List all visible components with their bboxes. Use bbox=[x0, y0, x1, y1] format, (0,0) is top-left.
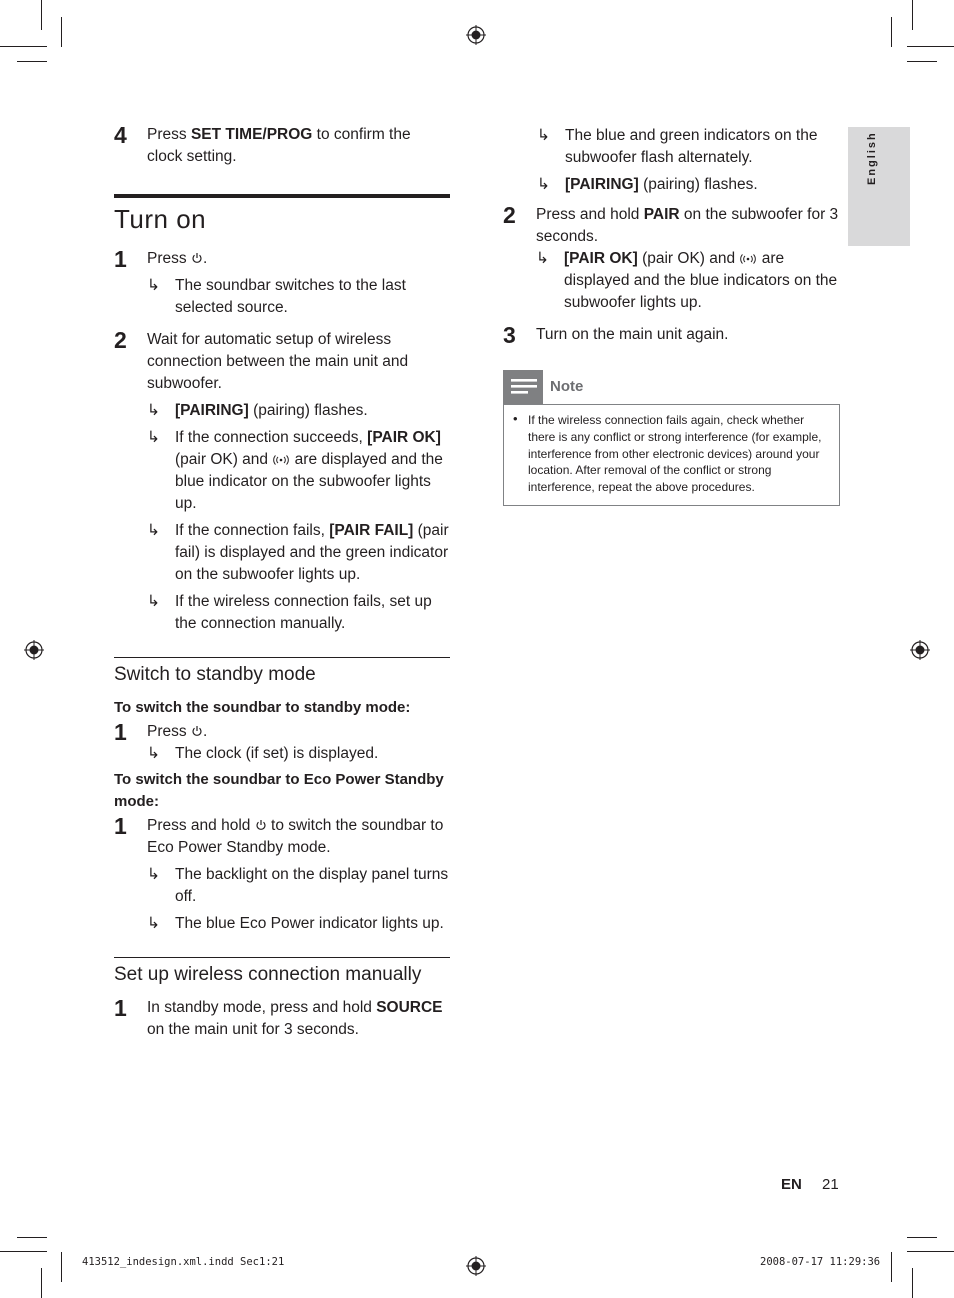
display-label: [PAIR FAIL] bbox=[329, 522, 414, 539]
result-text: (pair OK) and bbox=[637, 250, 740, 267]
step-wait-setup bbox=[114, 329, 450, 635]
step-text: on the subwoofer for 3 seconds. bbox=[536, 206, 839, 245]
step-number: 4 bbox=[114, 122, 127, 148]
result-text: (pair fail) is displayed and the green indicator on the subwoofer lights up. bbox=[175, 522, 449, 583]
key-label: SET TIME/PROG bbox=[190, 126, 313, 143]
step-number: 3 bbox=[503, 322, 516, 348]
crop-mark bbox=[891, 17, 892, 47]
step-text: Wait for automatic setup of wireless connection between the main unit and subwoofer. bbox=[147, 331, 409, 392]
crop-mark bbox=[61, 1252, 62, 1282]
step-text: on the main unit for 3 seconds. bbox=[147, 1021, 359, 1038]
result-item bbox=[147, 427, 450, 515]
step-text: to switch the soundbar to Eco Power Standby mode. bbox=[147, 817, 444, 856]
crop-mark bbox=[17, 61, 47, 62]
result-arrow-icon: ↳ bbox=[536, 250, 549, 267]
result-arrow-icon: ↳ bbox=[147, 522, 160, 539]
note-text: If the wireless connection fails again, check whether there is any conflict or strong interference (for example, interference from other electronic devices) around your location. After removal of the conflict or strong interference, repeat the above procedures. bbox=[528, 413, 822, 495]
key-label: PAIR bbox=[643, 206, 680, 223]
step-text: Turn on the main unit again. bbox=[536, 326, 729, 343]
step-hold-source bbox=[114, 997, 450, 1041]
crop-mark bbox=[61, 17, 62, 47]
result-item bbox=[114, 275, 417, 319]
step-text: Press bbox=[147, 723, 187, 740]
display-label: [PAIRING] bbox=[565, 176, 639, 193]
step-text: Press and hold bbox=[147, 817, 251, 834]
result-text: are displayed and the blue indicator on the subwoofer lights up. bbox=[175, 451, 443, 512]
note-header bbox=[503, 370, 840, 404]
result-text: (pair OK) and bbox=[175, 451, 273, 468]
result-text: If the connection succeeds, bbox=[175, 429, 368, 446]
result-arrow-icon: ↳ bbox=[147, 866, 160, 883]
result-item bbox=[147, 520, 450, 586]
result-item bbox=[147, 913, 450, 935]
display-label: [PAIR OK] bbox=[367, 429, 441, 446]
step-number: 1 bbox=[114, 246, 127, 272]
result-item bbox=[503, 174, 840, 196]
power-icon bbox=[191, 252, 203, 264]
result-item bbox=[147, 591, 450, 635]
slug-file-info: 413512_indesign.xml.indd Sec1:21 bbox=[82, 1256, 285, 1268]
step-number: 1 bbox=[114, 995, 127, 1021]
step-confirm-clock bbox=[114, 124, 450, 168]
step-number: 2 bbox=[503, 202, 516, 228]
registration-mark-icon bbox=[910, 640, 930, 660]
crop-mark bbox=[907, 1237, 937, 1238]
crop-mark bbox=[891, 1252, 892, 1282]
step-text: Press bbox=[147, 250, 187, 267]
wireless-icon bbox=[272, 455, 290, 465]
registration-mark-icon bbox=[466, 1256, 486, 1276]
result-text: The blue and green indicators on the subwoofer flash alternately. bbox=[565, 127, 818, 166]
step-hold-pair bbox=[503, 204, 840, 314]
result-arrow-icon: ↳ bbox=[147, 745, 160, 762]
page-number: 21 bbox=[822, 1176, 839, 1193]
crop-mark bbox=[41, 0, 42, 30]
crop-mark bbox=[907, 46, 954, 47]
result-item bbox=[147, 864, 450, 908]
crop-mark bbox=[0, 46, 47, 47]
period: . bbox=[202, 250, 208, 267]
result-text: The clock (if set) is displayed. bbox=[175, 745, 379, 762]
language-tab bbox=[848, 127, 910, 246]
subsection-lead: To switch the soundbar to Eco Power Standby mode: bbox=[114, 771, 444, 810]
result-item bbox=[147, 743, 450, 765]
step-text: to confirm the clock setting. bbox=[147, 126, 411, 165]
note-lines-icon bbox=[503, 370, 543, 404]
step-text: In standby mode, press and hold bbox=[147, 999, 377, 1016]
subsection-lead: To switch the soundbar to standby mode: bbox=[114, 699, 411, 716]
step-text: Press bbox=[147, 126, 191, 143]
crop-mark bbox=[17, 1237, 47, 1238]
power-icon bbox=[255, 819, 267, 831]
step-number: 1 bbox=[114, 813, 127, 839]
result-item bbox=[503, 125, 840, 169]
footer-language: EN bbox=[781, 1176, 802, 1193]
section-rule bbox=[114, 194, 450, 198]
result-text: are displayed and the blue indicators on the subwoofer lights up. bbox=[564, 250, 838, 311]
result-arrow-icon: ↳ bbox=[537, 127, 550, 144]
registration-mark-icon bbox=[24, 640, 44, 660]
result-text: The backlight on the display panel turns off. bbox=[175, 866, 449, 905]
language-tab-label: English bbox=[866, 131, 878, 185]
crop-mark bbox=[41, 1268, 42, 1298]
note-title: Note bbox=[550, 378, 584, 395]
period: . bbox=[202, 723, 208, 740]
result-text: The blue Eco Power indicator lights up. bbox=[175, 915, 444, 932]
crop-mark bbox=[0, 1251, 47, 1252]
note-icon bbox=[503, 370, 543, 404]
display-label: [PAIRING] bbox=[175, 402, 249, 419]
key-label: SOURCE bbox=[376, 999, 443, 1016]
step-number: 2 bbox=[114, 327, 127, 353]
result-arrow-icon: ↳ bbox=[147, 915, 160, 932]
section-heading-standby: Switch to standby mode bbox=[114, 664, 316, 685]
left-column bbox=[114, 124, 450, 1051]
section-rule bbox=[114, 657, 450, 658]
right-column bbox=[503, 120, 840, 356]
bullet: • bbox=[513, 411, 518, 426]
crop-mark bbox=[912, 1268, 913, 1298]
registration-mark-icon bbox=[466, 25, 486, 45]
result-arrow-icon: ↳ bbox=[147, 402, 160, 419]
wireless-icon bbox=[739, 254, 757, 264]
display-label: [PAIR OK] bbox=[564, 250, 638, 267]
result-text: If the connection fails, bbox=[175, 522, 330, 539]
crop-mark bbox=[907, 61, 937, 62]
result-text: The soundbar switches to the last selected source. bbox=[175, 277, 406, 316]
result-text: If the wireless connection fails, set up the connection manually. bbox=[175, 593, 432, 632]
step-text: Press and hold bbox=[536, 206, 644, 223]
power-icon bbox=[191, 725, 203, 737]
note-body bbox=[503, 404, 840, 506]
result-arrow-icon: ↳ bbox=[147, 593, 160, 610]
result-item bbox=[536, 248, 840, 314]
step-number: 1 bbox=[114, 719, 127, 745]
step-turn-on-main bbox=[503, 324, 840, 346]
crop-mark bbox=[907, 1251, 954, 1252]
result-item bbox=[147, 400, 450, 422]
section-heading-turn-on: Turn on bbox=[114, 204, 207, 234]
section-heading-wireless: Set up wireless connection manually bbox=[114, 964, 422, 985]
note-box bbox=[503, 370, 840, 505]
result-arrow-icon: ↳ bbox=[147, 429, 160, 446]
result-text: (pairing) flashes. bbox=[638, 176, 758, 193]
section-rule bbox=[114, 957, 450, 958]
step-press-power-standby bbox=[114, 721, 450, 765]
result-arrow-icon: ↳ bbox=[147, 277, 160, 294]
slug-date-time: 2008-07-17 11:29:36 bbox=[760, 1256, 881, 1268]
result-text: (pairing) flashes. bbox=[248, 402, 368, 419]
result-arrow-icon: ↳ bbox=[537, 176, 550, 193]
step-press-power bbox=[114, 248, 450, 319]
crop-mark bbox=[912, 0, 913, 30]
step-hold-power-eco bbox=[114, 815, 450, 935]
